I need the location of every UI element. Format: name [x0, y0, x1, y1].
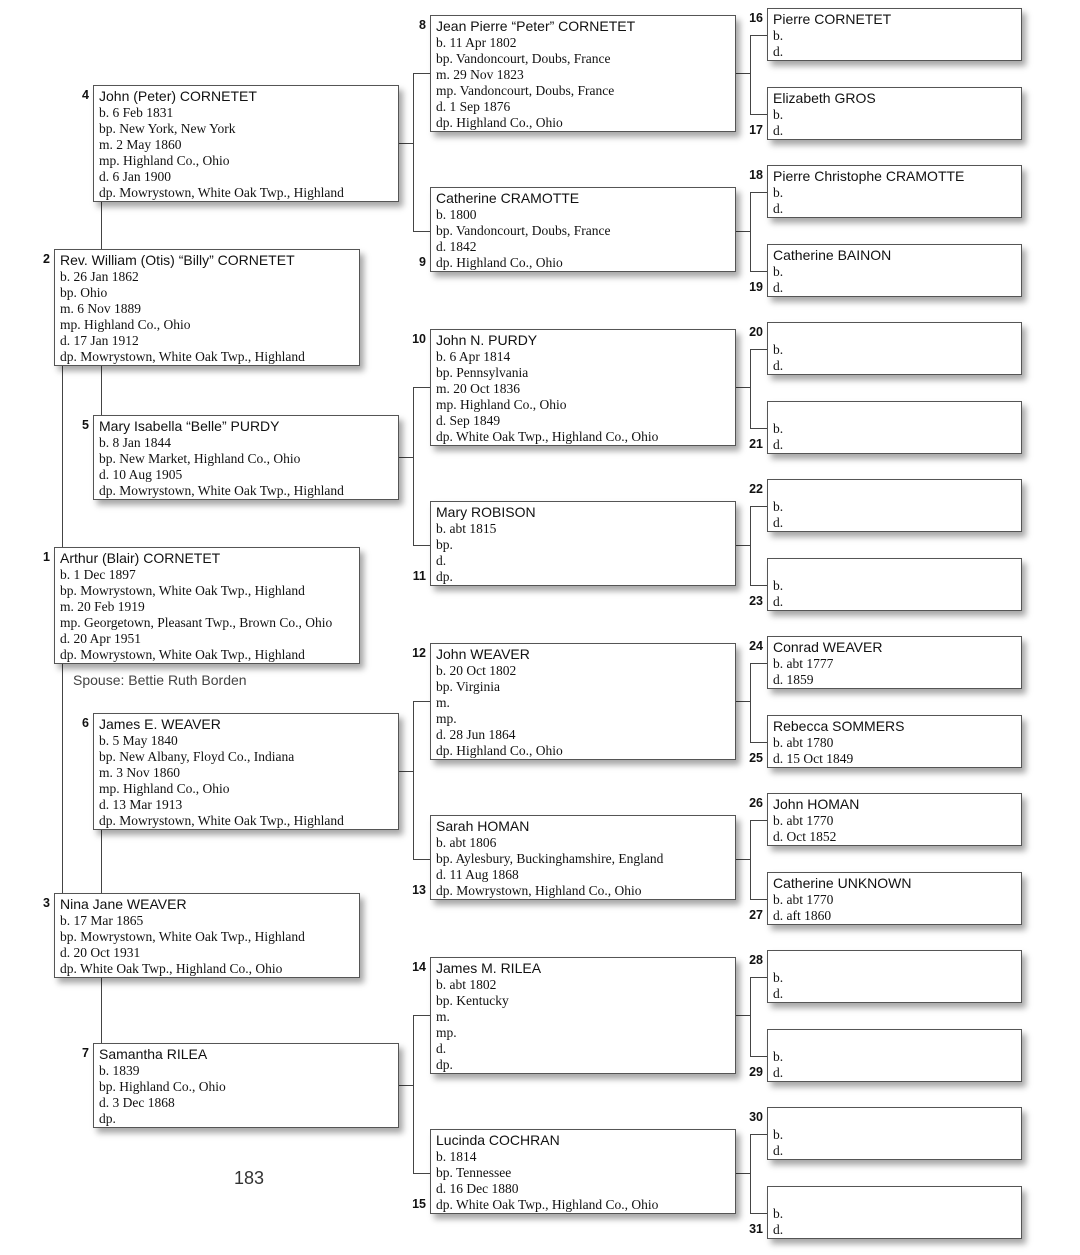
person-detail: dp. [436, 1057, 453, 1072]
person-detail: m. 6 Nov 1889 [60, 301, 141, 316]
connector-line [750, 35, 767, 36]
ahnentafel-number: 20 [749, 325, 763, 339]
person-box-19[interactable] [767, 244, 1022, 297]
connector-line [413, 73, 430, 74]
connector-line [750, 349, 767, 350]
ahnentafel-number: 17 [749, 123, 763, 137]
person-box-7[interactable] [93, 1043, 399, 1128]
connector-line [413, 1015, 414, 1173]
person-box-10[interactable] [430, 329, 736, 446]
connector-line [413, 1173, 430, 1174]
ahnentafel-number: 14 [412, 960, 426, 974]
person-detail: bp. Pennsylvania [436, 365, 529, 380]
person-name: Samantha RILEA [99, 1046, 208, 1062]
ahnentafel-number: 2 [43, 252, 50, 266]
person-detail: d. aft 1860 [773, 908, 832, 923]
person-box-18[interactable] [767, 165, 1022, 218]
person-detail: d. [773, 44, 784, 59]
person-name [773, 1189, 1016, 1206]
person-detail: d. 11 Aug 1868 [436, 867, 519, 882]
connector-line [750, 1056, 767, 1057]
person-name: Pierre Christophe CRAMOTTE [773, 168, 965, 184]
connector-line [750, 899, 767, 900]
person-detail: b. abt 1770 [773, 892, 834, 907]
person-detail: dp. Highland Co., Ohio [436, 255, 563, 270]
person-detail: b. abt 1815 [436, 521, 497, 536]
connector-line [750, 192, 767, 193]
person-detail: d. [773, 515, 784, 530]
person-box-15[interactable] [430, 1129, 736, 1214]
ahnentafel-number: 28 [749, 953, 763, 967]
person-detail: dp. Highland Co., Ohio [436, 743, 563, 758]
person-detail: b. [773, 342, 784, 357]
person-detail: d. 1 Sep 1876 [436, 99, 511, 114]
person-detail: d. Sep 1849 [436, 413, 501, 428]
person-box-23[interactable] [767, 558, 1022, 611]
ahnentafel-number: 29 [749, 1065, 763, 1079]
person-box-31[interactable] [767, 1186, 1022, 1239]
person-name: Catherine BAINON [773, 247, 892, 263]
person-name: Mary Isabella “Belle” PURDY [99, 418, 280, 434]
person-detail: d. [773, 358, 784, 373]
connector-line [750, 506, 767, 507]
connector-line [750, 1134, 751, 1213]
person-box-22[interactable] [767, 479, 1022, 532]
person-detail: b. 11 Apr 1802 [436, 35, 517, 50]
person-detail: bp. New Market, Highland Co., Ohio [99, 451, 301, 466]
person-detail: b. 6 Feb 1831 [99, 105, 174, 120]
person-detail: mp. Highland Co., Ohio [99, 781, 230, 796]
person-name: Catherine CRAMOTTE [436, 190, 580, 206]
person-box-11[interactable] [430, 501, 736, 586]
person-detail: bp. [436, 537, 453, 552]
ahnentafel-number: 9 [419, 255, 426, 269]
person-detail: b. abt 1777 [773, 656, 834, 671]
person-detail: b. [773, 185, 784, 200]
person-name [773, 1110, 1016, 1127]
person-name: Pierre CORNETET [773, 11, 892, 27]
connector-line [750, 663, 767, 664]
person-detail: dp. Highland Co., Ohio [436, 115, 563, 130]
ahnentafel-number: 4 [82, 88, 89, 102]
person-detail: bp. Kentucky [436, 993, 509, 1008]
person-name: Lucinda COCHRAN [436, 1132, 560, 1148]
person-detail: bp. New Albany, Floyd Co., Indiana [99, 749, 295, 764]
connector-line [62, 366, 63, 547]
person-detail: m. 2 May 1860 [99, 137, 182, 152]
person-name [773, 404, 1016, 421]
ahnentafel-number: 10 [412, 332, 426, 346]
person-name [773, 1032, 1016, 1049]
person-detail: m. [436, 1009, 450, 1024]
connector-line [399, 143, 414, 144]
ahnentafel-number: 22 [749, 482, 763, 496]
person-detail: dp. Mowrystown, White Oak Twp., Highland [60, 647, 305, 662]
connector-line [413, 701, 414, 859]
person-detail: mp. Highland Co., Ohio [99, 153, 230, 168]
person-name [773, 325, 1016, 342]
person-detail: bp. Vandoncourt, Doubs, France [436, 223, 611, 238]
person-detail: b. 20 Oct 1802 [436, 663, 517, 678]
person-detail: m. 29 Nov 1823 [436, 67, 524, 82]
connector-line [413, 1015, 430, 1016]
person-box-25[interactable] [767, 715, 1022, 768]
connector-line [413, 387, 430, 388]
ahnentafel-number: 31 [749, 1222, 763, 1236]
person-detail: b. 1839 [99, 1063, 140, 1078]
person-detail: mp. Georgetown, Pleasant Twp., Brown Co., Ohio [60, 615, 333, 630]
person-detail: b. [773, 264, 784, 279]
person-box-16[interactable] [767, 8, 1022, 61]
person-box-26[interactable] [767, 793, 1022, 846]
connector-line [413, 545, 430, 546]
person-detail: dp. White Oak Twp., Highland Co., Ohio [436, 1197, 659, 1212]
person-detail: b. [773, 107, 784, 122]
person-name: John N. PURDY [436, 332, 538, 348]
person-detail: m. 20 Oct 1836 [436, 381, 520, 396]
ahnentafel-number: 27 [749, 908, 763, 922]
connector-line [413, 231, 430, 232]
person-detail: m. 20 Feb 1919 [60, 599, 145, 614]
person-box-3[interactable] [54, 893, 360, 978]
person-name: James M. RILEA [436, 960, 542, 976]
person-detail: d. 1842 [436, 239, 477, 254]
person-detail: d. [773, 594, 784, 609]
connector-line [736, 1173, 751, 1174]
person-name [773, 953, 1016, 970]
connector-line [62, 664, 63, 893]
ahnentafel-number: 25 [749, 751, 763, 765]
person-detail: d. 28 Jun 1864 [436, 727, 516, 742]
person-detail: b. abt 1780 [773, 735, 834, 750]
person-name: Conrad WEAVER [773, 639, 883, 655]
person-detail: d. 17 Jan 1912 [60, 333, 139, 348]
person-detail: b. abt 1802 [436, 977, 497, 992]
spouse-label: Spouse: Bettie Ruth Borden [73, 672, 247, 688]
connector-line [750, 742, 767, 743]
person-detail: b. 1814 [436, 1149, 477, 1164]
person-detail: b. [773, 28, 784, 43]
connector-line [750, 114, 767, 115]
connector-line [750, 820, 767, 821]
person-name: John WEAVER [436, 646, 530, 662]
ahnentafel-number: 15 [412, 1197, 426, 1211]
ahnentafel-number: 21 [749, 437, 763, 451]
ahnentafel-number: 7 [82, 1046, 89, 1060]
person-box-29[interactable] [767, 1029, 1022, 1082]
person-detail: d. 6 Jan 1900 [99, 169, 171, 184]
connector-line [101, 978, 102, 1043]
person-detail: mp. [436, 1025, 457, 1040]
person-detail: bp. Mowrystown, White Oak Twp., Highland [60, 583, 305, 598]
person-name: James E. WEAVER [99, 716, 221, 732]
person-box-24[interactable] [767, 636, 1022, 689]
connector-line [750, 35, 751, 114]
connector-line [736, 231, 751, 232]
person-detail: d. 13 Mar 1913 [99, 797, 183, 812]
person-box-27[interactable] [767, 872, 1022, 925]
person-detail: b. [773, 970, 784, 985]
person-detail: d. Oct 1852 [773, 829, 837, 844]
person-detail: b. [773, 1049, 784, 1064]
person-detail: b. [773, 499, 784, 514]
person-detail: bp. Aylesbury, Buckinghamshire, England [436, 851, 664, 866]
person-detail: d. [773, 123, 784, 138]
person-detail: dp. White Oak Twp., Highland Co., Ohio [60, 961, 283, 976]
person-detail: d. 3 Dec 1868 [99, 1095, 175, 1110]
page-number: 183 [234, 1168, 265, 1188]
person-detail: m. [436, 695, 450, 710]
person-name: Jean Pierre “Peter” CORNETET [436, 18, 636, 34]
person-detail: bp. Mowrystown, White Oak Twp., Highland [60, 929, 305, 944]
connector-line [736, 701, 751, 702]
person-detail: mp. Highland Co., Ohio [436, 397, 567, 412]
ahnentafel-number: 1 [43, 550, 50, 564]
person-detail: mp. Vandoncourt, Doubs, France [436, 83, 615, 98]
connector-line [101, 366, 102, 415]
person-name: Catherine UNKNOWN [773, 875, 912, 891]
person-detail: d. [773, 201, 784, 216]
person-detail: m. 3 Nov 1860 [99, 765, 180, 780]
person-detail: bp. New York, New York [99, 121, 236, 136]
person-detail: b. abt 1770 [773, 813, 834, 828]
person-detail: d. [773, 437, 784, 452]
person-box-20[interactable] [767, 322, 1022, 375]
person-box-21[interactable] [767, 401, 1022, 454]
person-name: Rev. William (Otis) “Billy” CORNETET [60, 252, 295, 268]
person-detail: b. 5 May 1840 [99, 733, 178, 748]
connector-line [101, 202, 102, 249]
person-detail: b. [773, 578, 784, 593]
person-box-2[interactable] [54, 249, 360, 366]
person-detail: b. abt 1806 [436, 835, 497, 850]
person-box-8[interactable] [430, 15, 736, 132]
person-detail: d. 1859 [773, 672, 814, 687]
person-detail: b. 8 Jan 1844 [99, 435, 171, 450]
connector-line [736, 387, 751, 388]
connector-line [736, 73, 751, 74]
connector-line [750, 585, 767, 586]
connector-line [736, 545, 751, 546]
person-box-12[interactable] [430, 643, 736, 760]
person-detail: bp. Ohio [60, 285, 108, 300]
person-box-17[interactable] [767, 87, 1022, 140]
person-detail: bp. Tennessee [436, 1165, 512, 1180]
connector-line [399, 1085, 414, 1086]
ahnentafel-number: 24 [749, 639, 763, 653]
person-detail: b. 1800 [436, 207, 477, 222]
ahnentafel-number: 16 [749, 11, 763, 25]
ahnentafel-number: 30 [749, 1110, 763, 1124]
person-detail: mp. Highland Co., Ohio [60, 317, 191, 332]
ahnentafel-number: 26 [749, 796, 763, 810]
ahnentafel-number: 8 [419, 18, 426, 32]
connector-line [750, 349, 751, 428]
ahnentafel-number: 5 [82, 418, 89, 432]
connector-line [750, 428, 767, 429]
person-detail: dp. Mowrystown, White Oak Twp., Highland [60, 349, 305, 364]
person-detail: dp. [99, 1111, 116, 1126]
person-detail: d. [773, 986, 784, 1001]
person-box-13[interactable] [430, 815, 736, 900]
person-detail: dp. Mowrystown, White Oak Twp., Highland [99, 813, 344, 828]
person-detail: mp. [436, 711, 457, 726]
connector-line [750, 271, 767, 272]
ahnentafel-number: 11 [412, 569, 426, 583]
person-box-30[interactable] [767, 1107, 1022, 1160]
connector-line [413, 859, 430, 860]
person-detail: bp. Virginia [436, 679, 500, 694]
person-detail: d. [773, 1222, 784, 1237]
person-detail: b. [773, 1206, 784, 1221]
person-box-5[interactable] [93, 415, 399, 500]
ahnentafel-number: 3 [43, 896, 50, 910]
person-detail: b. 6 Apr 1814 [436, 349, 511, 364]
person-detail: b. 17 Mar 1865 [60, 913, 144, 928]
ahnentafel-number: 12 [412, 646, 426, 660]
ahnentafel-number: 18 [749, 168, 763, 182]
connector-line [750, 977, 767, 978]
ahnentafel-number: 13 [412, 883, 426, 897]
person-detail: b. [773, 421, 784, 436]
person-detail: b. 26 Jan 1862 [60, 269, 139, 284]
person-name [773, 482, 1016, 499]
person-name: Arthur (Blair) CORNETET [60, 550, 221, 566]
person-detail: d. [436, 1041, 447, 1056]
person-box-4[interactable] [93, 85, 399, 202]
connector-line [736, 859, 751, 860]
person-detail: dp. White Oak Twp., Highland Co., Ohio [436, 429, 659, 444]
connector-line [750, 1134, 767, 1135]
person-detail: bp. Highland Co., Ohio [99, 1079, 226, 1094]
person-name: John (Peter) CORNETET [99, 88, 257, 104]
connector-line [750, 192, 751, 271]
connector-line [750, 1213, 767, 1214]
person-name: Sarah HOMAN [436, 818, 530, 834]
person-detail: dp. Mowrystown, White Oak Twp., Highland [99, 185, 344, 200]
person-box-1[interactable] [54, 547, 360, 664]
person-name [773, 561, 1016, 578]
person-box-28[interactable] [767, 950, 1022, 1003]
connector-line [413, 701, 430, 702]
person-name: Elizabeth GROS [773, 90, 876, 106]
person-detail: dp. [436, 569, 453, 584]
person-detail: b. [773, 1127, 784, 1142]
ahnentafel-number: 19 [749, 280, 763, 294]
connector-line [750, 663, 751, 742]
person-detail: b. 1 Dec 1897 [60, 567, 136, 582]
connector-line [413, 387, 414, 545]
connector-line [413, 73, 414, 231]
person-detail: bp. Vandoncourt, Doubs, France [436, 51, 611, 66]
connector-line [750, 820, 751, 899]
connector-line [750, 977, 751, 1056]
person-box-6[interactable] [93, 713, 399, 830]
person-name: John HOMAN [773, 796, 860, 812]
person-detail: dp. Mowrystown, Highland Co., Ohio [436, 883, 642, 898]
person-detail: d. [436, 553, 447, 568]
person-name: Rebecca SOMMERS [773, 718, 905, 734]
person-box-9[interactable] [430, 187, 736, 272]
person-box-14[interactable] [430, 957, 736, 1074]
person-name: Mary ROBISON [436, 504, 536, 520]
connector-line [736, 1015, 751, 1016]
connector-line [399, 457, 414, 458]
person-detail: d. 16 Dec 1880 [436, 1181, 519, 1196]
person-detail: d. 20 Apr 1951 [60, 631, 141, 646]
person-detail: d. 15 Oct 1849 [773, 751, 854, 766]
person-detail: d. [773, 280, 784, 295]
person-detail: d. [773, 1065, 784, 1080]
ahnentafel-number: 23 [749, 594, 763, 608]
person-detail: d. [773, 1143, 784, 1158]
connector-line [750, 506, 751, 585]
person-detail: d. 10 Aug 1905 [99, 467, 183, 482]
person-name: Nina Jane WEAVER [60, 896, 187, 912]
person-detail: d. 20 Oct 1931 [60, 945, 141, 960]
ahnentafel-number: 6 [82, 716, 89, 730]
connector-line [101, 830, 102, 893]
connector-line [399, 771, 414, 772]
person-detail: dp. Mowrystown, White Oak Twp., Highland [99, 483, 344, 498]
